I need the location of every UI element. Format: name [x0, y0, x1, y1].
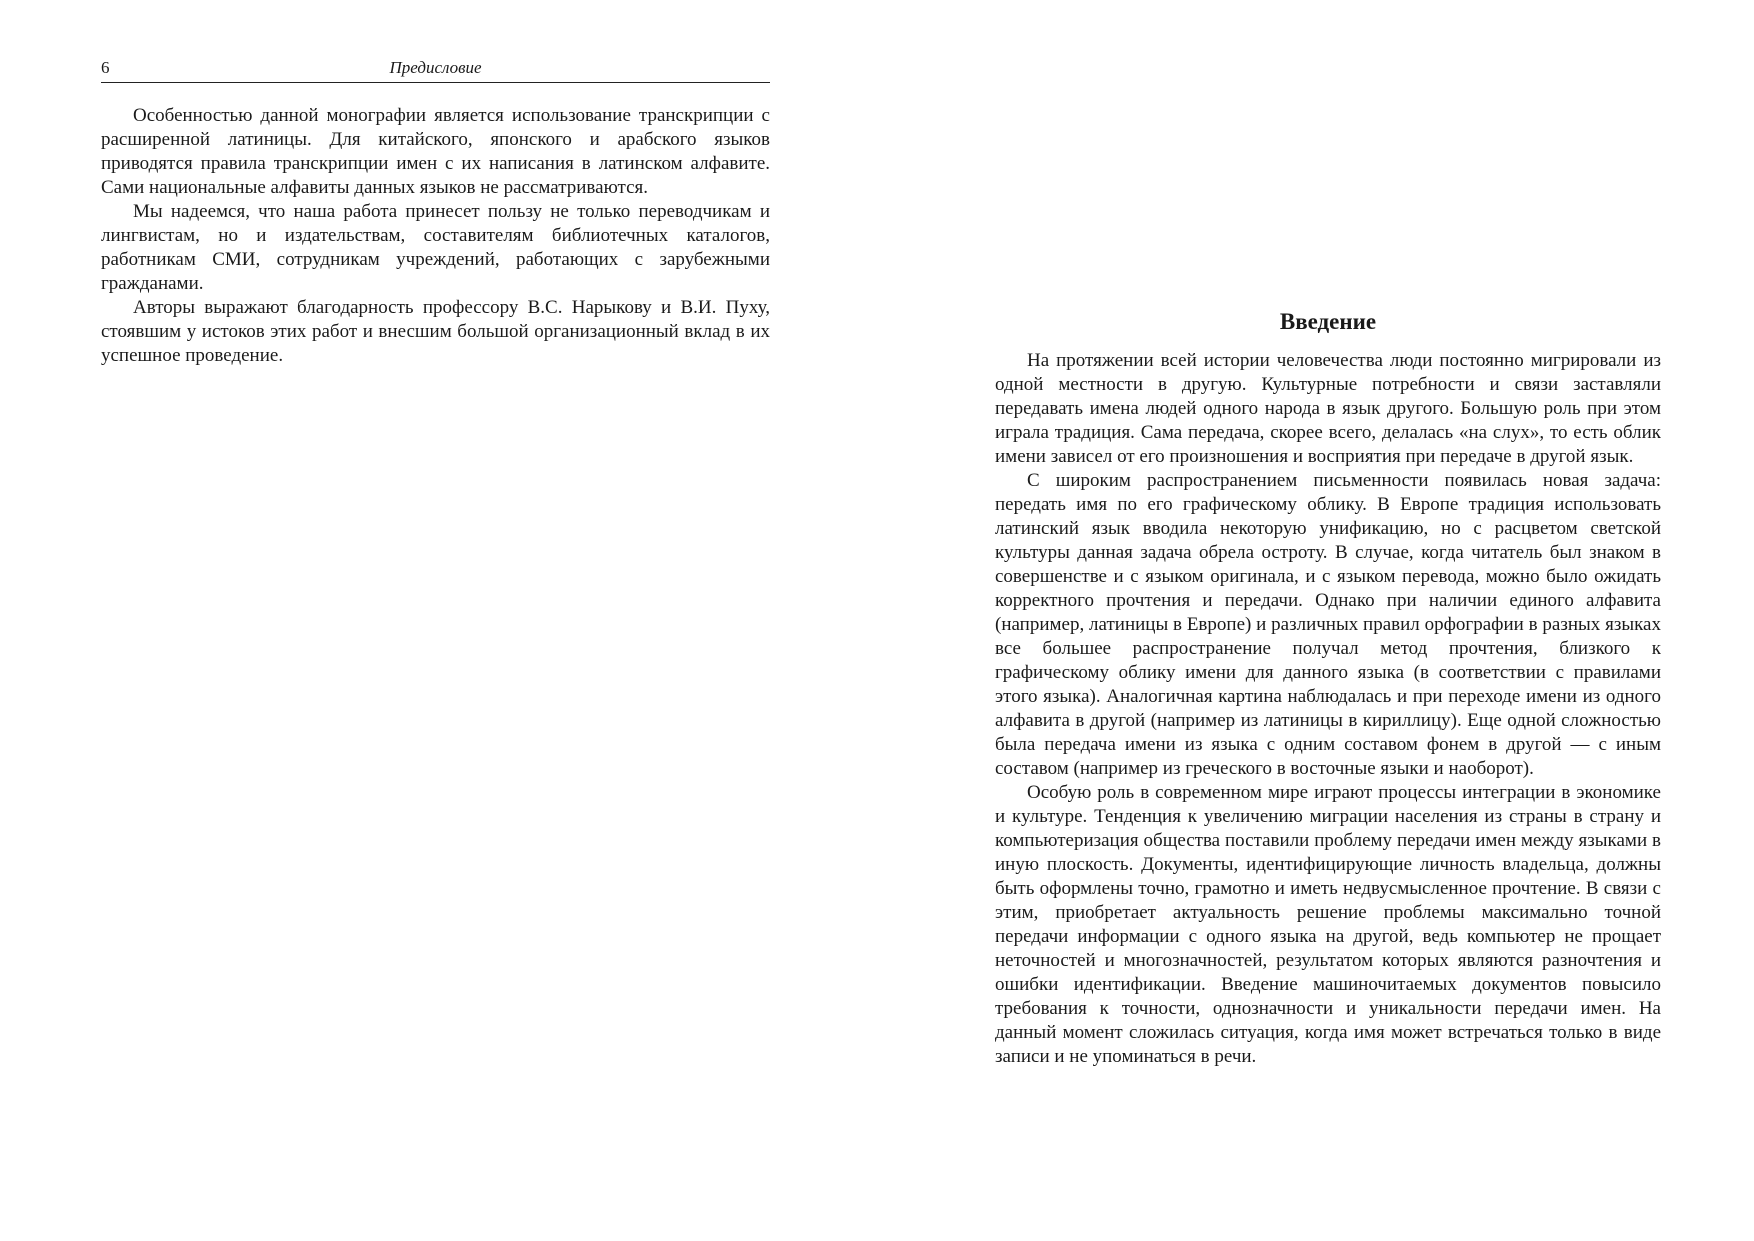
paragraph: С широким распространением письменности появилась новая задача: передать имя по его графическому облику. В Европе традиция использовать латинский язык вводила некоторую унификацию, но с расцветом светской культуры данная задача обрела остроту. В случае, когда читатель был знаком в совершенстве и с языком оригинала, и с языком перевода, можно было ожидать корректного прочтения и передачи. Однако при наличии единого алфавита (например, латиницы в Европе) и различных правил орфографии в разных языках все большее распространение получал метод прочтения, близкого к графическому облику имени для данного языка (в соответствии с правилами этого языка). Аналогичная картина наблюдалась и при переходе имени из одного алфавита в другой (например из латиницы в кириллицу). Еще одной сложностью была передача имени из языка с одним составом фонем в другой — с иным составом (например из греческого в восточные языки и наоборот).: [995, 470, 1661, 779]
running-head: [101, 58, 770, 83]
paragraph: Авторы выражают благодарность профессору В.С. Нарыкову и В.И. Пуху, стоявшим у истоков этих работ и внесшим большой организационный вклад в их успешное проведение.: [101, 297, 770, 366]
chapter-title: Введение: [1279, 309, 1377, 334]
paragraph: На протяжении всей истории человечества люди постоянно мигрировали из одной местности в другую. Культурные потребности и связи заставляли передавать имена людей одного народа в язык другого. Большую роль при этом играла традиция. Сама передача, скорее всего, делалась «на слух», то есть облик имени зависел от его произношения и восприятия при передаче в другой язык.: [995, 350, 1661, 467]
page-number: 6: [101, 58, 110, 77]
preface-text: [101, 104, 770, 368]
introduction-text: [995, 349, 1661, 1069]
paragraph: Мы надеемся, что наша работа принесет пользу не только переводчикам и лингвистам, но и издательствам, составителям библиотечных каталогов, работникам СМИ, сотрудникам учреждений, работающих с зарубежными гражданами.: [101, 201, 770, 294]
paragraph: Особенностью данной монографии является использование транскрипции с расширенной латиницы. Для китайского, японского и арабского языков приводятся правила транскрипции имен с их написания в латинском алфавите. Сами национальные алфавиты данных языков не рассматриваются.: [101, 105, 770, 198]
running-head-title: Предисловие: [389, 58, 482, 77]
paragraph: Особую роль в современном мире играют процессы интеграции в экономике и культуре. Тенденция к увеличению миграции населения из страны в страну и компьютеризация общества поставили проблему передачи имен между языками в иную плоскость. Документы, идентифицирующие личность владельца, должны быть оформлены точно, грамотно и иметь недвусмысленное прочтение. В связи с этим, приобретает актуальность решение проблемы максимально точной передачи информации с одного языка на другой, ведь компьютер не прощает неточностей и многозначностей, результатом которых являются разночтения и ошибки идентификации. Введение машиночитаемых документов повысило требования к точности, однозначности и уникальности передачи имен. На данный момент сложилась ситуация, когда имя может встречаться только в виде записи и не упоминаться в речи.: [995, 782, 1661, 1067]
